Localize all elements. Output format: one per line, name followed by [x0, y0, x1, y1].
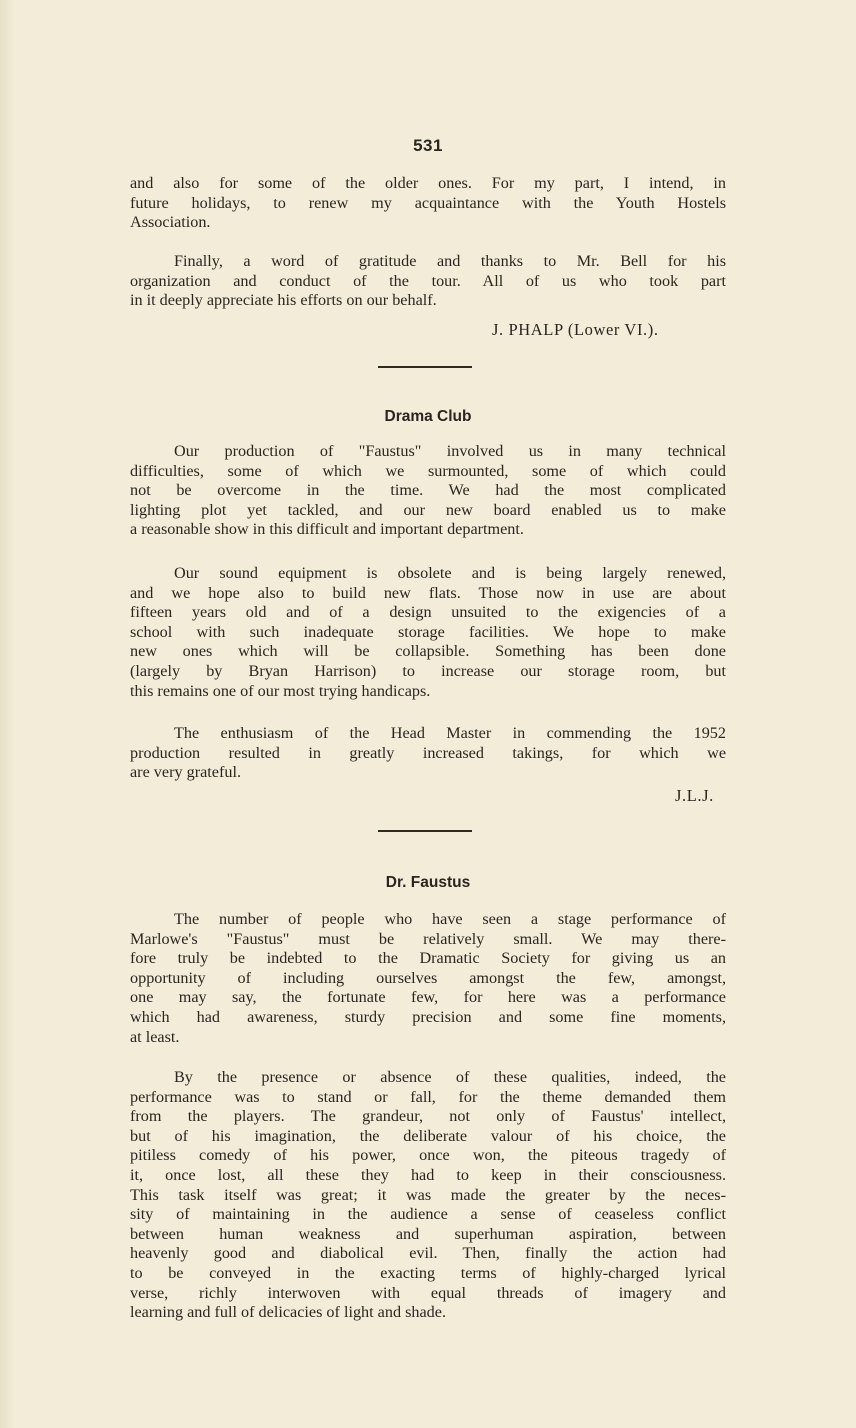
text-line: Finally, a word of gratitude and thanks to Mr. Bell for his	[174, 252, 726, 270]
section-heading-drama-club: Drama Club	[384, 408, 472, 425]
text-line: in it deeply appreciate his efforts on our behalf.	[130, 291, 437, 310]
text-line: not be overcome in the time. We had the most complicated	[130, 481, 726, 500]
text-line: By the presence or absence of these qualities, indeed, the	[174, 1068, 726, 1086]
text-line: future holidays, to renew my acquaintance with the Youth Hostels	[130, 193, 726, 212]
text-line: sity of maintaining in the audience a sense of ceaseless conflict	[130, 1205, 726, 1224]
text-line: which had awareness, sturdy precision and some fine moments,	[130, 1007, 726, 1026]
text-line: (largely by Bryan Harrison) to increase our storage room, but	[130, 661, 726, 680]
text-line: this remains one of our most trying handicaps.	[130, 681, 431, 700]
text-line: but of his imagination, the deliberate valour of his choice, the	[130, 1126, 726, 1145]
text-line: school with such inadequate storage facilities. We hope to make	[130, 622, 726, 641]
text-line: lighting plot yet tackled, and our new board enabled us to make	[130, 500, 726, 519]
paper-edge	[0, 0, 14, 1428]
text-line: and we hope also to build new flats. Those now in use are about	[130, 583, 726, 602]
text-line: new ones which will be collapsible. Something has been done	[130, 642, 726, 661]
text-line: opportunity of including ourselves amongst the few, amongst,	[130, 968, 726, 987]
text-line: from the players. The grandeur, not only of Faustus' intellect,	[130, 1107, 726, 1126]
intro-paragraph-2	[130, 252, 726, 311]
drama-club-paragraph-1	[130, 442, 726, 540]
text-line: organization and conduct of the tour. All of us who took part	[130, 271, 726, 290]
text-line: learning and full of delicacies of light and shade.	[130, 1303, 446, 1322]
text-line: between human weakness and superhuman aspiration, between	[130, 1224, 726, 1243]
section-heading-dr-faustus: Dr. Faustus	[385, 874, 471, 891]
dr-faustus-paragraph-2	[130, 1068, 726, 1323]
section-divider	[378, 366, 472, 368]
text-line: production resulted in greatly increased takings, for which we	[130, 743, 726, 762]
drama-club-paragraph-3	[130, 724, 726, 783]
text-line: at least.	[130, 1027, 180, 1046]
section-divider	[378, 830, 472, 832]
text-line: fifteen years old and of a design unsuited to the exigencies of a	[130, 603, 726, 622]
drama-club-paragraph-2	[130, 564, 726, 701]
text-line: and also for some of the older ones. For my part, I intend, in	[130, 174, 726, 192]
text-line: The number of people who have seen a stage performance of	[174, 910, 726, 928]
text-line: performance was to stand or fall, for the theme demanded them	[130, 1087, 726, 1106]
text-line: pitiless comedy of his power, once won, the piteous tragedy of	[130, 1146, 726, 1165]
signature-jlj: J.L.J.	[675, 786, 714, 805]
text-line: it, once lost, all these they had to keep in their consciousness.	[130, 1165, 726, 1184]
text-line: difficulties, some of which we surmounted, some of which could	[130, 461, 726, 480]
text-line: Our sound equipment is obsolete and is being largely renewed,	[174, 564, 726, 582]
text-line: This task itself was great; it was made the greater by the neces-	[130, 1185, 726, 1204]
signature-phalp: J. PHALP (Lower VI.).	[492, 320, 659, 339]
text-line: Association.	[130, 213, 211, 232]
text-line: Marlowe's "Faustus" must be relatively small. We may there-	[130, 929, 726, 948]
text-line: verse, richly interwoven with equal threads of imagery and	[130, 1283, 726, 1302]
text-line: fore truly be indebted to the Dramatic Society for giving us an	[130, 949, 726, 968]
text-line: The enthusiasm of the Head Master in commending the 1952	[174, 724, 726, 742]
page-number: 531	[413, 136, 443, 155]
text-line: a reasonable show in this difficult and important department.	[130, 520, 524, 539]
intro-paragraph-1	[130, 174, 726, 233]
text-line: are very grateful.	[130, 763, 241, 782]
text-line: to be conveyed in the exacting terms of highly-charged lyrical	[130, 1263, 726, 1282]
text-line: Our production of "Faustus" involved us in many technical	[174, 442, 726, 460]
text-line: one may say, the fortunate few, for here was a performance	[130, 988, 726, 1007]
text-line: heavenly good and diabolical evil. Then, finally the action had	[130, 1244, 726, 1263]
dr-faustus-paragraph-1	[130, 910, 726, 1047]
